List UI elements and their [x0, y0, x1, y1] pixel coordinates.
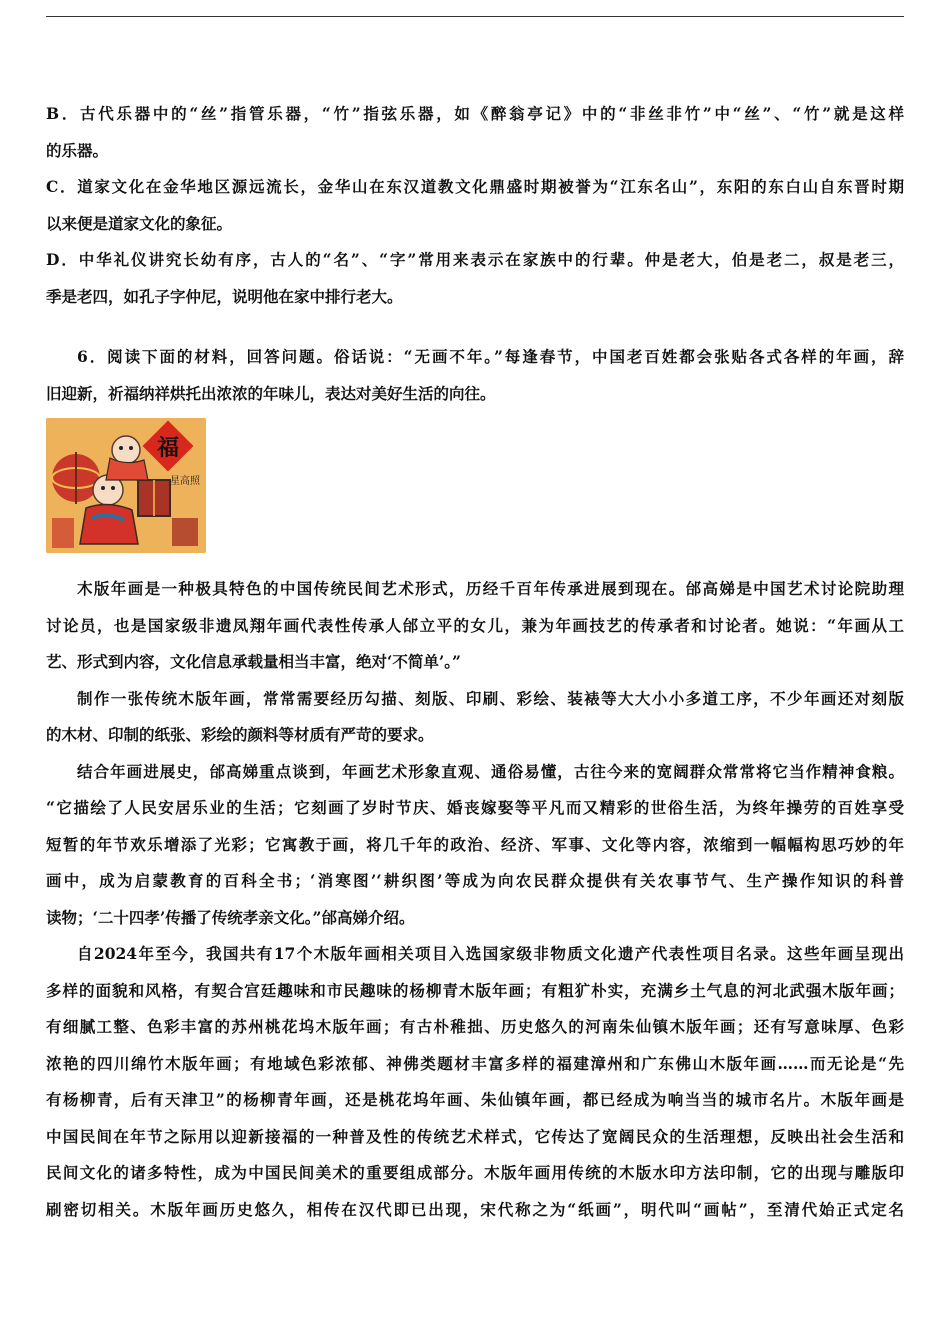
- image-caption: 星高照: [170, 476, 200, 487]
- option-c-line-1: C．道家文化在金华地区源远流长，金华山在东汉道教文化鼎盛时期被誉为“江东名山”，东阳的东白山自东晋时期: [46, 177, 904, 196]
- option-d-line-1: D．中华礼仪讲究长幼有序，古人的“名”、“字”常用来表示在家族中的行辈。仲是老大，伯是老二，叔是老三，: [46, 250, 904, 269]
- paragraph-1-line-3: 艺、形式到内容，文化信息承载量相当丰富，绝对‘不简单’。”: [46, 652, 461, 671]
- paragraph-2: [46, 681, 904, 754]
- option-b-line-1: B．古代乐器中的“丝”指管乐器，“竹”指弦乐器，如《醉翁亭记》中的“非丝非竹”中“丝”、“竹”就是这样: [46, 104, 904, 123]
- option-d-line-2: 季是老四，如孔子字仲尼，说明他在家中排行老大。: [46, 286, 403, 306]
- paragraph-1-line-2: 讨论员，也是国家级非遗凤翔年画代表性传承人邰立平的女儿，兼为年画技艺的传承者和讨论者。她说：“年画从工: [46, 615, 904, 635]
- option-c-line-2: 以来便是道家文化的象征。: [46, 213, 233, 233]
- paragraph-3-line-4: 画中，成为启蒙教育的百科全书；‘消寒图’‘耕织图’等成为向农民群众提供有关农事节气、生产操作知识的科普: [46, 871, 904, 890]
- option-b: [46, 96, 904, 169]
- paragraph-4-line-6: 中国民间在年节之际用以迎新接福的一种普及性的传统艺术样式，它传达了宽阔民众的生活理想，反映出社会生活和: [46, 1126, 904, 1146]
- new-year-painting-image: [46, 418, 206, 553]
- paragraph-4-line-7: 民间文化的诸多特性，成为中国民间美术的重要组成部分。木版年画用传统的木版水印方法印制，它的出现与雕版印: [46, 1163, 904, 1182]
- fu-character: 福: [156, 435, 180, 461]
- option-c: [46, 169, 904, 242]
- paragraph-3: [46, 754, 904, 937]
- paragraph-4-line-4: 浓艳的四川绵竹木版年画；有地域色彩浓郁、神佛类题材丰富多样的福建漳州和广东佛山木版年画……而无论是“先: [46, 1053, 904, 1073]
- paragraph-3-line-2: “它描绘了人民安居乐业的生活；它刻画了岁时节庆、婚丧嫁娶等平凡而又精彩的世俗生活，为终年操劳的百姓享受: [46, 798, 904, 817]
- paragraph-2-line-1: 制作一张传统木版年画，常常需要经历勾描、刻版、印刷、彩绘、装裱等大大小小多道工序，不少年画还对刻版: [77, 688, 904, 708]
- option-b-line-2: 的乐器。: [46, 140, 109, 160]
- paragraph-4-line-3: 有细腻工整、色彩丰富的苏州桃花坞木版年画；有古朴稚拙、历史悠久的河南朱仙镇木版年画；还有写意味厚、色彩: [46, 1017, 904, 1036]
- paragraph-4: [46, 936, 904, 1228]
- option-d: [46, 242, 904, 315]
- paragraph-1: [46, 571, 904, 681]
- paragraph-4-line-5: 有杨柳青，后有天津卫”的杨柳青年画，还是桃花坞年画、朱仙镇年画，都已经成为响当当的城市名片。木版年画是: [46, 1090, 904, 1109]
- paragraph-4-line-1: 自2024年至今，我国共有17个木版年画相关项目入选国家级非物质文化遗产代表性项目名录。这些年画呈现出: [77, 944, 904, 963]
- paragraph-3-line-1: 结合年画进展史，邰高娣重点谈到，年画艺术形象直观、通俗易懂，古往今来的宽阔群众常常将它当作精神食粮。: [77, 761, 904, 781]
- question-6-line-1: 6．阅读下面的材料，回答问题。俗话说：“无画不年。”每逢春节，中国老百姓都会张贴各式各样的年画，辞: [77, 347, 904, 366]
- paragraph-3-line-3: 短暂的年节欢乐增添了光彩；它寓教于画，将几千年的政治、经济、军事、文化等内容，浓缩到一幅幅构思巧妙的年: [46, 834, 904, 854]
- paragraph-2-line-2: 的木材、印制的纸张、彩绘的颜料等材质有严苛的要求。: [46, 725, 434, 744]
- header-rule: [46, 16, 904, 17]
- question-6-line-2: 旧迎新，祈福纳祥烘托出浓浓的年味儿，表达对美好生活的向往。: [46, 383, 496, 403]
- paragraph-4-line-8: 刷密切相关。木版年画历史悠久，相传在汉代即已出现，宋代称之为“纸画”，明代叫“画帖”，至清代始正式定名: [46, 1199, 904, 1219]
- document-page: [46, 96, 904, 1228]
- question-6-intro: [46, 339, 904, 412]
- paragraph-4-line-2: 多样的面貌和风格，有契合宫廷趣味和市民趣味的杨柳青木版年画；有粗犷朴实，充满乡土气息的河北武强木版年画；: [46, 980, 904, 1000]
- paragraph-3-line-5: 读物；‘二十四孝’传播了传统孝亲文化。”邰高娣介绍。: [46, 907, 415, 927]
- new-year-painting-illustration: [46, 418, 206, 553]
- paragraph-1-line-1: 木版年画是一种极具特色的中国传统民间艺术形式，历经千百年传承进展到现在。邰高娣是中国艺术讨论院助理: [77, 579, 904, 598]
